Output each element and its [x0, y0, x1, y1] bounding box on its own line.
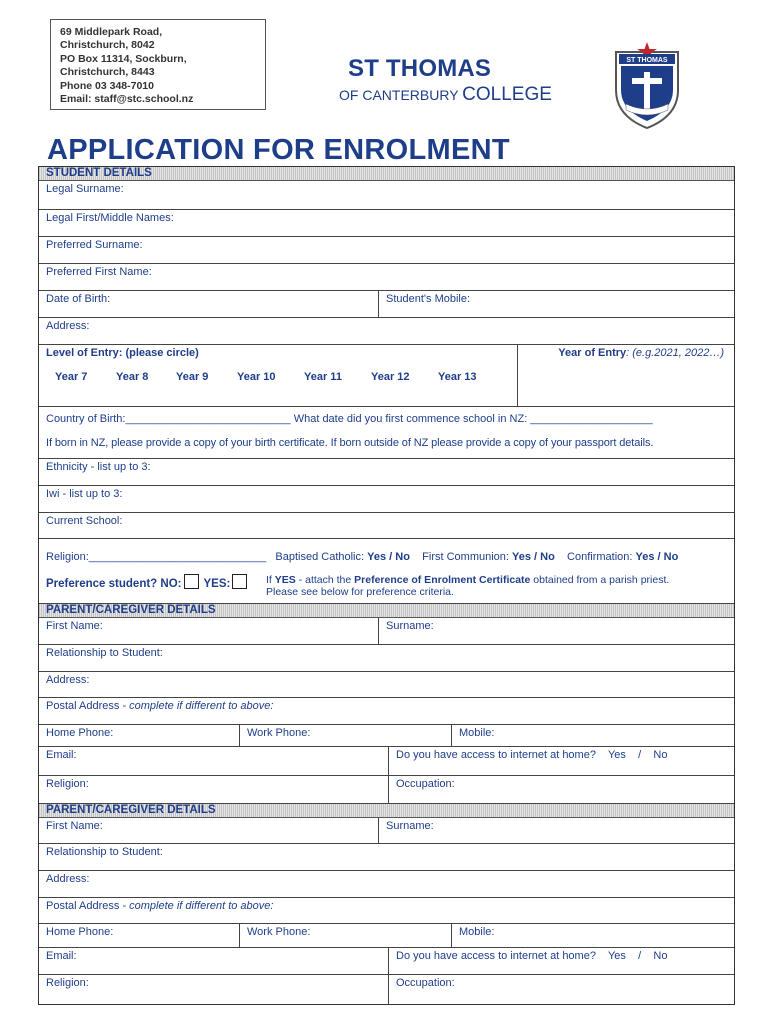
religion-row: Religion:_____________________________ Baptised Catholic: Yes / No First Communion: Yes / No Confirmation: Yes / No: [46, 551, 679, 563]
parent2-work-phone-field[interactable]: Work Phone:: [239, 924, 451, 947]
parent2-home-phone-field[interactable]: Home Phone:: [46, 926, 114, 938]
legal-first-names-field[interactable]: Legal First/Middle Names:: [39, 210, 734, 237]
preference-label: Preference student?: [46, 578, 158, 590]
parent1-work-phone-field[interactable]: Work Phone:: [239, 725, 451, 746]
country-of-birth-field[interactable]: Country of Birth:___________________________ What date did you first commence school in NZ: ____________________: [46, 413, 653, 425]
college-subname: OF CANTERBURY COLLEGE: [339, 84, 552, 105]
parent1-home-phone-field[interactable]: Home Phone:: [46, 727, 114, 739]
parent2-mobile-field[interactable]: Mobile:: [451, 924, 734, 947]
parent2-address-field[interactable]: Address:: [39, 871, 734, 898]
parent1-surname-field[interactable]: Surname:: [378, 618, 734, 644]
address-line: Christchurch, 8443: [60, 66, 155, 79]
parent2-relationship-field[interactable]: Relationship to Student:: [39, 844, 734, 871]
parent2-first-name-field[interactable]: First Name:: [46, 820, 103, 832]
preferred-surname-field[interactable]: Preferred Surname:: [39, 237, 734, 264]
section-header-parent-2: PARENT/CAREGIVER DETAILS: [39, 804, 734, 818]
ethnicity-field[interactable]: Ethnicity - list up to 3:: [39, 459, 734, 486]
legal-surname-field[interactable]: Legal Surname:: [39, 181, 734, 210]
year-option[interactable]: Year 9: [176, 371, 209, 383]
current-school-field[interactable]: Current School:: [39, 513, 734, 539]
logo-text: ST THOMAS: [626, 57, 668, 64]
preference-yes-checkbox[interactable]: [232, 574, 247, 589]
year-option[interactable]: Year 10: [237, 371, 276, 383]
address-line: Christchurch, 8042: [60, 39, 155, 52]
parent2-postal-address-field[interactable]: Postal Address - complete if different to above:: [39, 898, 734, 924]
address-line: PO Box 11314, Sockburn,: [60, 52, 187, 65]
college-name: ST THOMAS: [348, 55, 492, 82]
iwi-field[interactable]: Iwi - list up to 3:: [39, 486, 734, 513]
student-address-field[interactable]: Address:: [39, 318, 734, 345]
preferred-first-name-field[interactable]: Preferred First Name:: [39, 264, 734, 291]
preference-note: If YES - attach the Preference of Enrolment Certificate obtained from a parish priest. Please see below for preference criteria.: [266, 574, 670, 598]
year-option[interactable]: Year 11: [304, 371, 342, 383]
year-option[interactable]: Year 7: [55, 371, 88, 383]
student-mobile-field[interactable]: Student's Mobile:: [378, 291, 734, 317]
parent2-internet-question[interactable]: Do you have access to internet at home? Yes / No: [388, 948, 734, 974]
parent1-first-name-field[interactable]: First Name:: [46, 620, 103, 632]
phone-line: Phone 03 348-7010: [60, 79, 154, 92]
form-title: APPLICATION FOR ENROLMENT: [47, 134, 510, 166]
parent1-occupation-field[interactable]: Occupation:: [388, 776, 734, 803]
parent2-occupation-field[interactable]: Occupation:: [388, 975, 734, 1004]
parent1-email-field[interactable]: Email:: [46, 749, 77, 761]
religion-field[interactable]: Religion:_____________________________: [46, 551, 267, 563]
email-line: Email: staff@stc.school.nz: [60, 93, 194, 106]
enrolment-form: [38, 166, 735, 1005]
year-option[interactable]: Year 8: [116, 371, 149, 383]
dob-field[interactable]: Date of Birth:: [46, 293, 111, 305]
section-header-student: STUDENT DETAILS: [39, 167, 734, 181]
preference-no-checkbox[interactable]: [184, 574, 199, 589]
parent1-relationship-field[interactable]: Relationship to Student:: [39, 645, 734, 672]
address-line: 69 Middlepark Road,: [60, 26, 163, 38]
section-header-parent-1: PARENT/CAREGIVER DETAILS: [39, 604, 734, 618]
parent1-address-field[interactable]: Address:: [39, 672, 734, 698]
preference-row: Preference student? NO: YES: If YES - attach the Preference of Enrolment Certificate obtained from a parish priest. Please see below for preference criteria.: [39, 565, 734, 600]
year-option[interactable]: Year 12: [371, 371, 410, 383]
birth-certificate-note: If born in NZ, please provide a copy of your birth certificate. If born outside of NZ please provide a copy of your passport details.: [46, 437, 654, 449]
parent1-postal-address-field[interactable]: Postal Address - complete if different to above:: [39, 698, 734, 725]
parent1-mobile-field[interactable]: Mobile:: [451, 725, 734, 746]
college-crest-logo: [606, 42, 688, 132]
parent2-email-field[interactable]: Email:: [46, 950, 77, 962]
parent1-internet-question[interactable]: Do you have access to internet at home? Yes / No: [388, 747, 734, 775]
level-of-entry-label: Level of Entry: (please circle): [46, 347, 199, 359]
year-of-entry-field[interactable]: Year of Entry: (e.g.2021, 2022…): [517, 345, 734, 406]
school-address-box: [50, 19, 266, 110]
parent2-religion-field[interactable]: Religion:: [46, 977, 89, 989]
parent1-religion-field[interactable]: Religion:: [46, 778, 89, 790]
level-of-entry: [39, 345, 517, 406]
year-option[interactable]: Year 13: [438, 371, 477, 383]
parent2-surname-field[interactable]: Surname:: [378, 818, 734, 843]
baptised-options[interactable]: Yes / No: [367, 551, 410, 563]
communion-options[interactable]: Yes / No: [512, 551, 555, 563]
confirmation-options[interactable]: Yes / No: [635, 551, 679, 563]
